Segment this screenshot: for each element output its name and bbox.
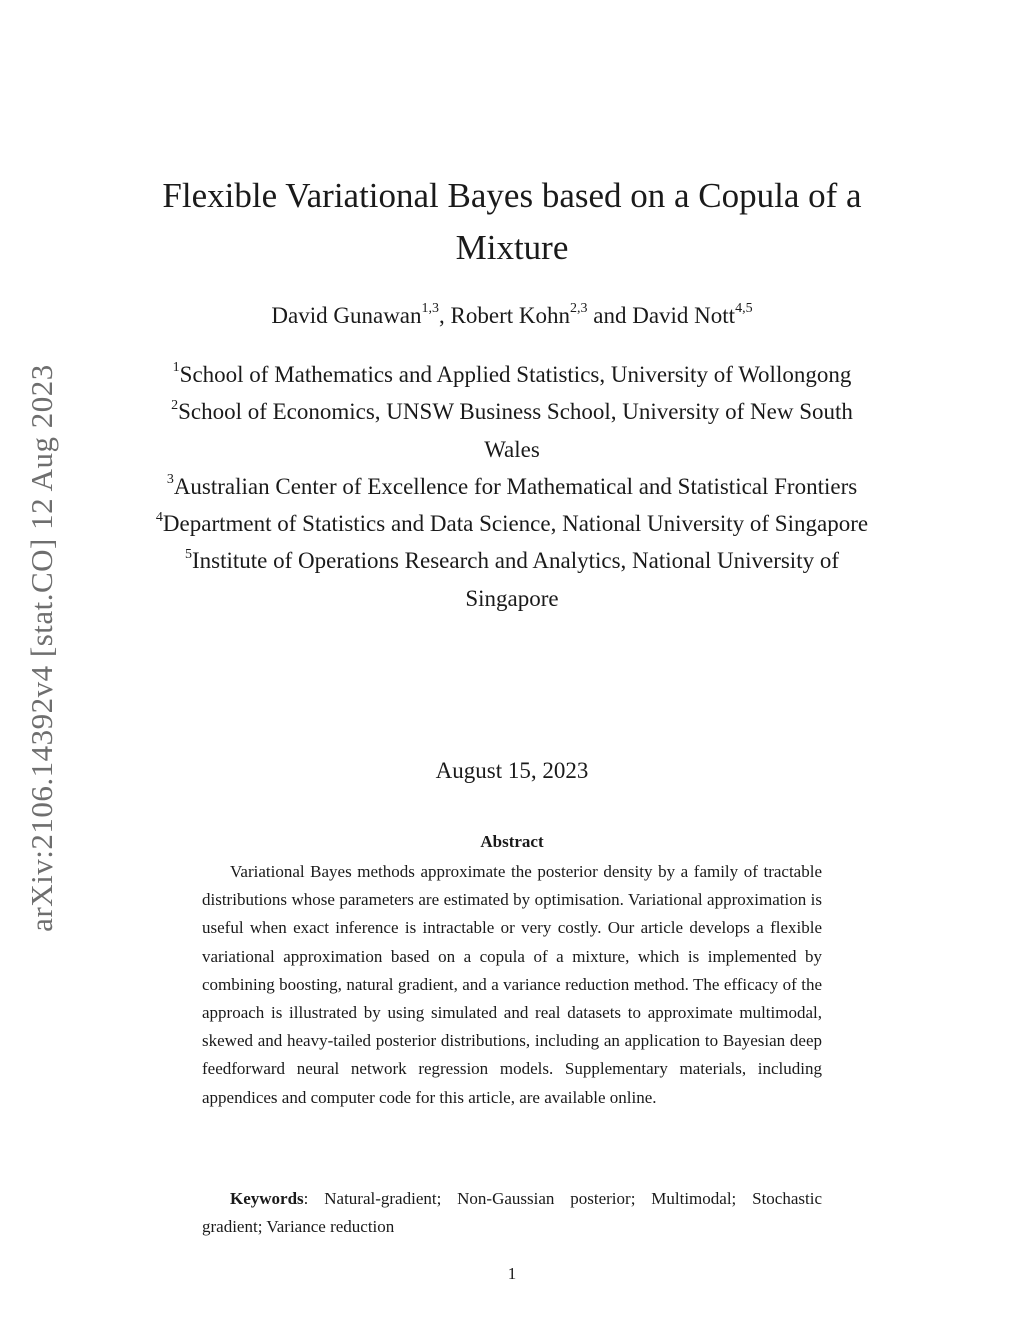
affiliation-mark: 1 xyxy=(172,360,180,376)
paper-title: Flexible Variational Bayes based on a Copula of a Mixture xyxy=(162,176,862,267)
publication-date: August 15, 2023 xyxy=(435,758,589,783)
author-separator: and xyxy=(587,303,633,328)
affiliation-mark: 4 xyxy=(155,509,163,525)
affiliation-text: School of Mathematics and Applied Statistics, University of Wollongong xyxy=(179,362,852,387)
affiliation-mark: 5 xyxy=(184,546,192,562)
author-name: David Gunawan xyxy=(271,303,422,328)
affiliation-text: School of Economics, UNSW Business School, University of New South Wales xyxy=(178,399,853,462)
affiliation-mark: 2 xyxy=(171,397,179,413)
affiliation xyxy=(150,468,874,505)
keywords-colon: : xyxy=(303,1189,325,1208)
author-name: Robert Kohn xyxy=(450,303,570,328)
author-affiliation-mark: 1,3 xyxy=(421,301,440,317)
abstract-text: Variational Bayes methods approximate the posterior density by a family of tractable distributions whose parameters are estimated by optimisation. Variational approximation is useful when exact inference is intractable or very costly. Our article develops a flexible variational approximation based on a copula of a mixture, which is implemented by combining boosting, natural gradient, and a variance reduction method. The efficacy of the approach is illustrated by using simulated and real datasets to approximate multimodal, skewed and heavy-tailed posterior distributions, including an application to Bayesian deep feedforward neural network regression models. Supplementary materials, including appendices and computer code for this article, are available online. xyxy=(202,862,822,1107)
arxiv-identifier: arXiv:2106.14392v4 [stat.CO] 12 Aug 2023 xyxy=(24,364,59,932)
author-affiliation-mark: 4,5 xyxy=(735,301,753,317)
author-list xyxy=(100,300,924,332)
affiliation xyxy=(150,356,874,393)
keywords-text: Natural-gradient; Non-Gaussian posterior; Multimodal; Stochastic gradient; Variance reduction xyxy=(202,1189,822,1237)
keywords xyxy=(202,1185,822,1241)
affiliation xyxy=(150,542,874,617)
author-name: David Nott xyxy=(632,303,736,328)
affiliation-list xyxy=(150,356,874,617)
page-number: 1 xyxy=(507,1264,517,1283)
author-affiliation-mark: 2,3 xyxy=(570,301,588,317)
keywords-label: Keywords xyxy=(230,1189,304,1208)
affiliation-mark: 3 xyxy=(166,472,174,488)
author-separator: , xyxy=(439,303,451,328)
affiliation-text: Department of Statistics and Data Science, National University of Singapore xyxy=(162,511,869,537)
affiliation-text: Australian Center of Excellence for Mathematical and Statistical Frontiers xyxy=(173,473,858,499)
affiliation-text: Institute of Operations Research and Analytics, National University of Singapore xyxy=(191,548,840,611)
abstract-heading: Abstract xyxy=(480,832,544,851)
affiliation xyxy=(150,393,874,468)
affiliation xyxy=(150,505,874,542)
